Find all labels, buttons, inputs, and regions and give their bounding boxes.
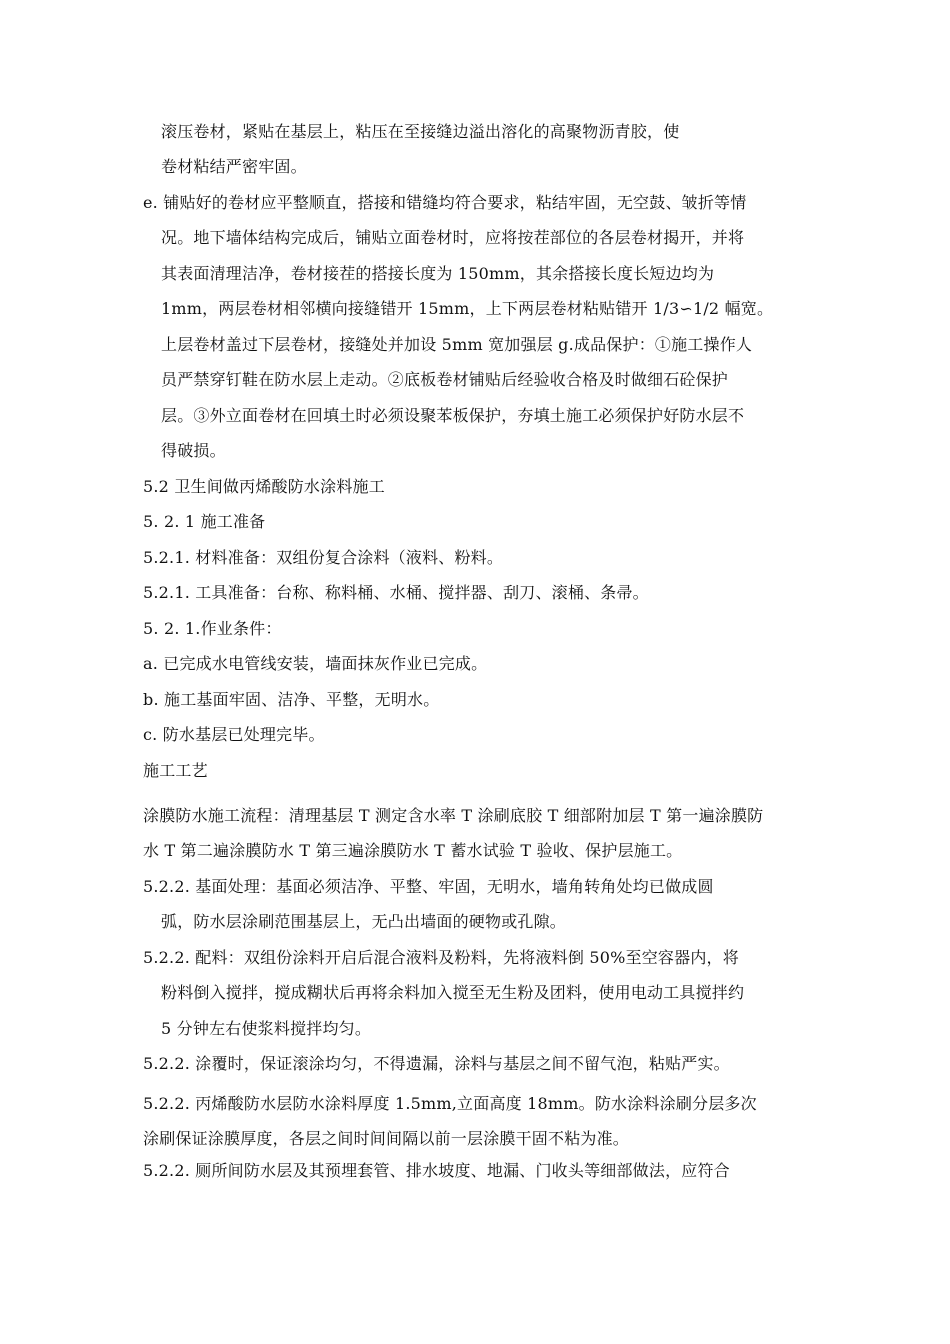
text-line: 滚压卷材，紧贴在基层上，粘压在至接缝边溢出溶化的高聚物沥青胶，使 — [161, 122, 680, 141]
text-line: 5.2.2. 基面处理：基面必须洁净、平整、牢固，无明水，墙角转角处均已做成圆 — [143, 877, 714, 896]
list-item: a. 已完成水电管线安装，墙面抹灰作业已完成。 — [143, 654, 488, 673]
subsection-heading: 施工工艺 — [143, 761, 208, 780]
text-line: 涂刷保证涂膜厚度，各层之间时间间隔以前一层涂膜干固不粘为准。 — [143, 1129, 630, 1148]
text-line: 5.2.2. 丙烯酸防水层防水涂料厚度 1.5mm,立面高度 18mm。防水涂料涂刷分层多次 — [143, 1094, 757, 1113]
text-line: e. 铺贴好的卷材应平整顺直，搭接和错缝均符合要求，粘结牢固，无空鼓、皱折等情 — [143, 193, 747, 212]
text-line: 5.2.1. 工具准备：台称、称料桶、水桶、搅拌器、刮刀、滚桶、条帚。 — [143, 583, 649, 602]
text-line: 粉料倒入搅拌，搅成糊状后再将余料加入搅至无生粉及团料，使用电动工具搅拌约 — [161, 983, 745, 1002]
section-heading: 5.2 卫生间做丙烯酸防水涂料施工 — [143, 477, 385, 496]
text-line: 弧，防水层涂刷范围基层上，无凸出墙面的硬物或孔隙。 — [161, 912, 567, 931]
text-line: 上层卷材盖过下层卷材，接缝处并加设 5mm 宽加强层 g.成品保护：①施工操作人 — [161, 335, 753, 354]
text-line: 5.2.1. 材料准备：双组份复合涂料（液料、粉料。 — [143, 548, 504, 567]
text-line: 涂膜防水施工流程：清理基层 T 测定含水率 T 涂刷底胶 T 细部附加层 T 第一遍涂膜防 — [143, 806, 764, 825]
list-item: c. 防水基层已处理完毕。 — [143, 725, 325, 744]
text-line: 况。地下墙体结构完成后，铺贴立面卷材时，应将按茬部位的各层卷材揭开，并将 — [161, 228, 745, 247]
text-line: 5.2.2. 厕所间防水层及其预埋套管、排水坡度、地漏、门收头等细部做法，应符合 — [143, 1161, 730, 1180]
text-line: 水 T 第二遍涂膜防水 T 第三遍涂膜防水 T 蓄水试验 T 验收、保护层施工。 — [143, 841, 683, 860]
text-line: 5. 2. 1.作业条件： — [143, 619, 282, 638]
text-line: 5 分钟左右使浆料搅拌均匀。 — [161, 1019, 372, 1038]
text-line: 层。③外立面卷材在回填土时必须设聚苯板保护，夯填土施工必须保护好防水层不 — [161, 406, 745, 425]
list-item: b. 施工基面牢固、洁净、平整，无明水。 — [143, 690, 440, 709]
text-line: 得破损。 — [161, 441, 226, 460]
text-line: 1mm，两层卷材相邻横向接缝错开 15mm，上下两层卷材粘贴错开 1/3∽1/2 幅宽。 — [161, 299, 774, 318]
text-line: 其表面清理洁净，卷材接茬的搭接长度为 150mm，其余搭接长度长短边均为 — [161, 264, 715, 283]
subsection-heading: 5. 2. 1 施工准备 — [143, 512, 266, 531]
text-line: 卷材粘结严密牢固。 — [161, 157, 307, 176]
text-line: 员严禁穿钉鞋在防水层上走动。②底板卷材铺贴后经验收合格及时做细石砼保护 — [161, 370, 729, 389]
text-line: 5.2.2. 涂覆时，保证滚涂均匀，不得遗漏，涂料与基层之间不留气泡，粘贴严实。 — [143, 1054, 730, 1073]
text-line: 5.2.2. 配料：双组份涂料开启后混合液料及粉料，先将液料倒 50%至空容器内，将 — [143, 948, 739, 967]
